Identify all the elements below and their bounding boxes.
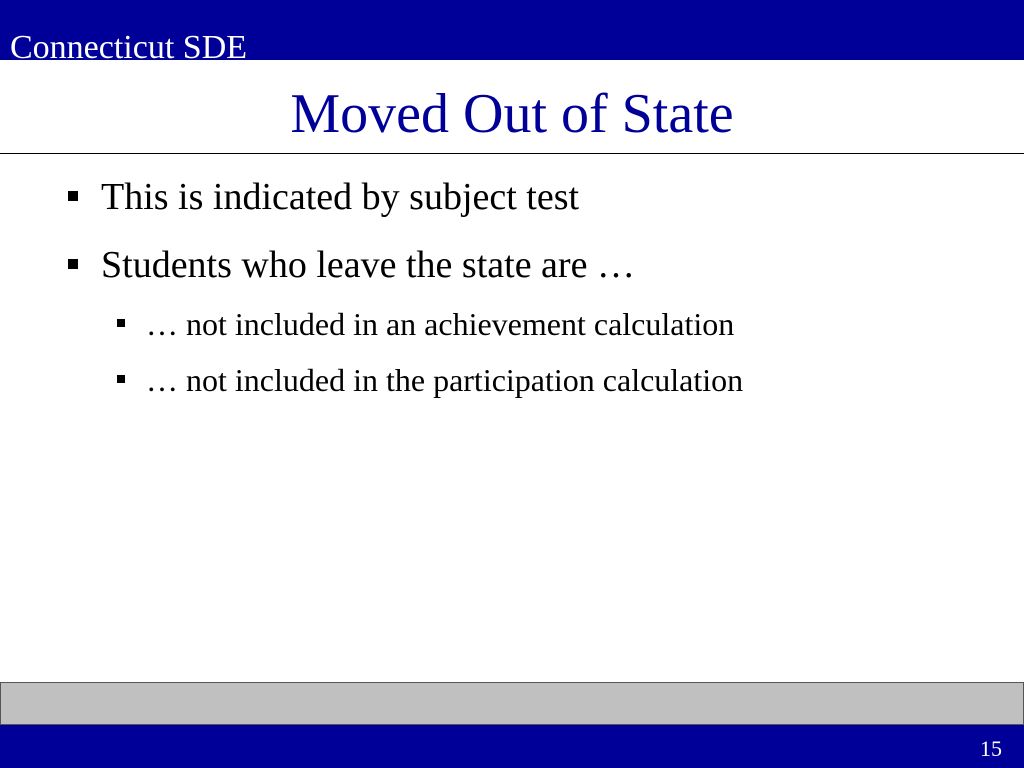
bullet-text: This is indicated by subject test (101, 176, 580, 218)
bullet-item (101, 243, 635, 287)
sub-bullet-item (146, 361, 743, 399)
footer-bar (0, 725, 1024, 768)
sub-bullet-text: … not included in an achievement calculation (146, 306, 735, 342)
org-name: Connecticut SDE (10, 29, 248, 66)
title-divider (0, 153, 1024, 154)
bullet-text: Students who leave the state are … (101, 244, 635, 286)
slide-title: Moved Out of State (290, 83, 734, 145)
sub-bullet-text: … not included in the participation calculation (146, 362, 744, 398)
square-bullet-icon (117, 375, 125, 383)
footer-gray-band (0, 682, 1024, 725)
sub-bullet-item (146, 305, 734, 343)
square-bullet-icon (68, 259, 78, 269)
bullet-item (101, 175, 579, 219)
square-bullet-icon (68, 191, 78, 201)
slide-number: 15 (980, 736, 1002, 761)
square-bullet-icon (117, 319, 125, 327)
